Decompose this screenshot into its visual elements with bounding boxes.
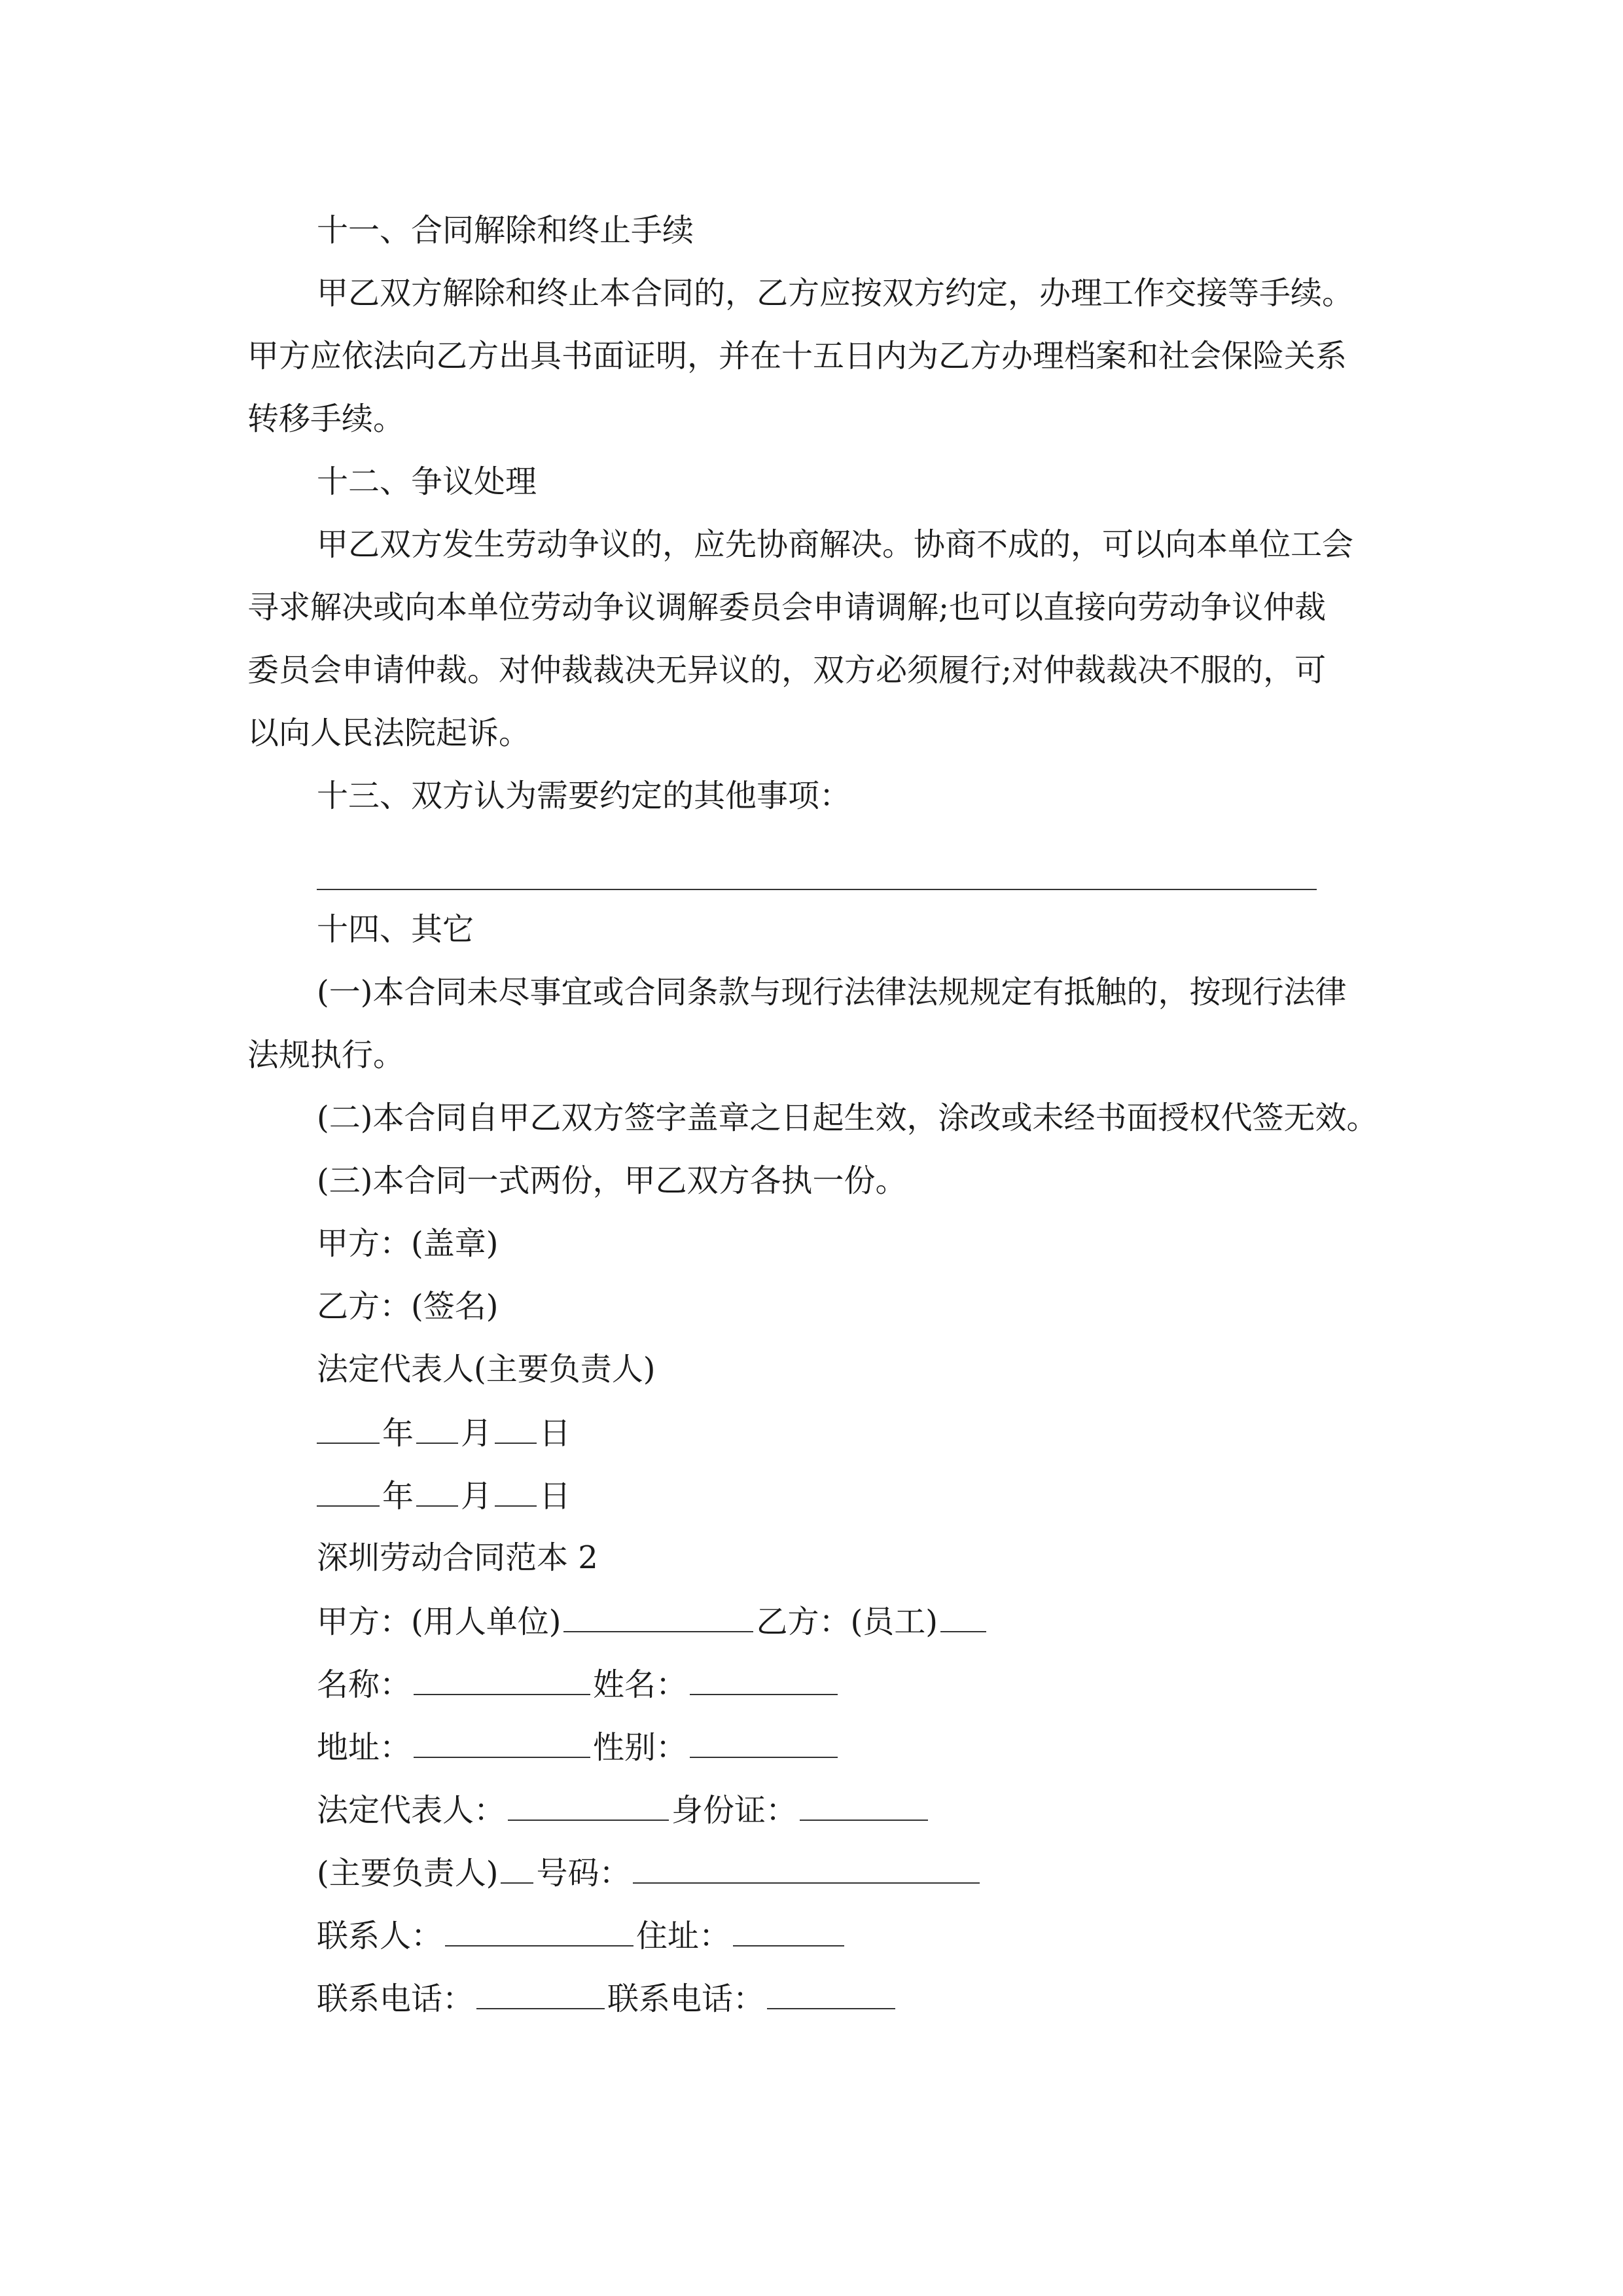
party-a-seal: 甲方：(盖章) xyxy=(317,1225,499,1262)
day-blank[interactable] xyxy=(495,1412,537,1444)
section-12-text-line: 以向人民法院起诉。 xyxy=(247,715,531,751)
id-card-blank[interactable] xyxy=(800,1789,928,1821)
section-14-item-1: (一)本合同未尽事宜或合同条款与现行法律法规规定有抵触的，按现行法律 xyxy=(317,974,1347,1011)
section-14-item-3: (三)本合同一式两份，甲乙双方各执一份。 xyxy=(317,1162,907,1199)
month-blank[interactable] xyxy=(416,1475,458,1507)
phone-label-2: 联系电话： xyxy=(607,1981,765,2017)
date-line xyxy=(317,1475,571,1516)
form-row-address xyxy=(317,1727,840,1767)
year-blank[interactable] xyxy=(317,1475,380,1507)
section-11-text-line: 甲方应依法向乙方出具书面证明，并在十五日内为乙方办理档案和社会保险关系 xyxy=(247,338,1347,374)
fill-in-line xyxy=(317,889,1317,890)
id-card-label: 身份证： xyxy=(671,1792,798,1829)
form-row-name xyxy=(317,1664,840,1704)
phone-blank[interactable] xyxy=(476,1978,605,2009)
address-label: 地址： xyxy=(317,1729,412,1766)
phone-label: 联系电话： xyxy=(317,1981,474,2017)
form-row-contact xyxy=(317,1915,847,1956)
section-12-text-line: 寻求解决或向本单位劳动争议调解委员会申请调解;也可以直接向劳动争议仲裁 xyxy=(247,589,1327,626)
person-name-blank[interactable] xyxy=(690,1664,838,1695)
form-row-main-resp xyxy=(317,1852,982,1893)
number-label: 号码： xyxy=(536,1855,631,1892)
phone-blank-2[interactable] xyxy=(767,1978,895,2009)
person-name-label: 姓名： xyxy=(593,1666,688,1703)
year-label: 年 xyxy=(382,1478,414,1515)
number-blank[interactable] xyxy=(633,1852,980,1884)
section-12-text-line: 委员会申请仲裁。对仲裁裁决无异议的，双方必须履行;对仲裁裁决不服的，可 xyxy=(247,652,1327,689)
section-14-item-1-cont: 法规执行。 xyxy=(247,1037,405,1073)
section-11-text-line: 甲乙双方解除和终止本合同的，乙方应按双方约定，办理工作交接等手续。 xyxy=(317,275,1354,312)
month-label: 月 xyxy=(461,1415,493,1452)
section-12-text-line: 甲乙双方发生劳动争议的，应先协商解决。协商不成的，可以向本单位工会 xyxy=(317,526,1354,563)
legal-rep-label: 法定代表人： xyxy=(317,1792,506,1829)
name-label: 名称： xyxy=(317,1666,412,1703)
employee-blank[interactable] xyxy=(940,1601,986,1632)
gender-blank[interactable] xyxy=(690,1727,838,1758)
residence-blank[interactable] xyxy=(733,1915,844,1946)
day-label: 日 xyxy=(539,1415,571,1452)
section-11-text-line: 转移手续。 xyxy=(247,401,405,437)
template-2-title: 深圳劳动合同范本 2 xyxy=(317,1539,598,1576)
form-row-legal-rep xyxy=(317,1789,931,1830)
section-11-heading: 十一、合同解除和终止手续 xyxy=(317,212,694,249)
form-row-parties xyxy=(317,1601,989,1641)
contact-blank[interactable] xyxy=(445,1915,633,1946)
year-blank[interactable] xyxy=(317,1412,380,1444)
contact-label: 联系人： xyxy=(317,1918,443,1954)
year-label: 年 xyxy=(382,1415,414,1452)
section-14-heading: 十四、其它 xyxy=(317,911,474,948)
main-resp-label: (主要负责人) xyxy=(317,1855,499,1892)
address-blank[interactable] xyxy=(414,1727,590,1758)
section-13-heading: 十三、双方认为需要约定的其他事项： xyxy=(317,778,851,814)
residence-label: 住址： xyxy=(636,1918,731,1954)
employer-blank[interactable] xyxy=(563,1601,753,1632)
month-label: 月 xyxy=(461,1478,493,1515)
party-b-signature: 乙方：(签名) xyxy=(317,1288,499,1325)
form-row-phone xyxy=(317,1978,898,2018)
party-b-label: 乙方：(员工) xyxy=(756,1604,938,1640)
day-blank[interactable] xyxy=(495,1475,537,1507)
party-a-label: 甲方：(用人单位) xyxy=(317,1604,562,1640)
day-label: 日 xyxy=(539,1478,571,1515)
section-14-item-2: (二)本合同自甲乙双方签字盖章之日起生效，涂改或未经书面授权代签无效。 xyxy=(317,1100,1378,1136)
legal-rep-blank[interactable] xyxy=(508,1789,669,1821)
date-line xyxy=(317,1412,571,1453)
main-resp-blank[interactable] xyxy=(501,1852,533,1884)
section-12-heading: 十二、争议处理 xyxy=(317,463,537,500)
legal-representative: 法定代表人(主要负责人) xyxy=(317,1351,656,1388)
gender-label: 性别： xyxy=(593,1729,688,1766)
company-name-blank[interactable] xyxy=(414,1664,590,1695)
month-blank[interactable] xyxy=(416,1412,458,1444)
